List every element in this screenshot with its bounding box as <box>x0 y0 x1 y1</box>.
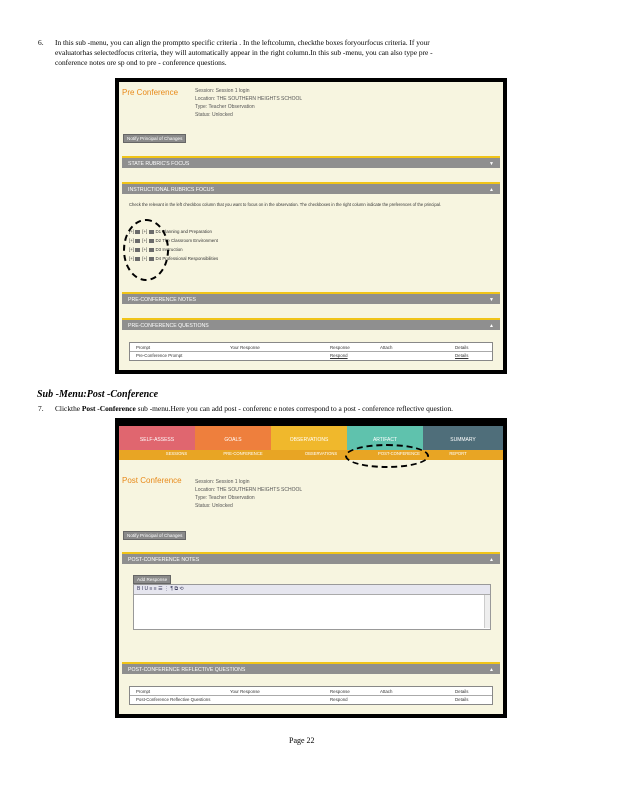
subtab-report[interactable]: REPORT <box>449 451 467 456</box>
table-row <box>130 352 492 359</box>
step7-lead: Clickthe <box>55 404 81 413</box>
meta-status: Status: Unlocked <box>195 112 233 118</box>
meta-type: Type: Teacher Observation <box>195 495 255 501</box>
editor-scrollbar[interactable] <box>484 595 490 628</box>
notes-editor[interactable] <box>133 584 491 630</box>
respond-link[interactable]: Respond <box>330 353 348 358</box>
chevron-down-icon: ▼ <box>489 297 494 303</box>
tab-self-assess[interactable]: SELF-ASSESS <box>119 426 195 450</box>
col-details: Details <box>455 345 469 350</box>
expand-icon[interactable]: [+] <box>142 229 148 234</box>
expand-icon[interactable]: [+] <box>142 256 148 261</box>
pre-questions-label: PRE-CONFERENCE QUESTIONS <box>128 323 209 329</box>
notify-principal-button[interactable]: Notify Principal of Changes <box>123 134 186 143</box>
chevron-up-icon: ▲ <box>489 187 494 193</box>
criteria-label: D4 Professional Responsibilities <box>155 256 219 261</box>
post-conference-title: Post Conference <box>122 476 182 485</box>
step6-line1: In this sub -menu, you can align the promptto specific criteria . In the leftcolumn, checkthe boxes foryourfocus criteria. If your <box>55 38 430 47</box>
subtab-sessions[interactable]: SESSIONS <box>165 451 188 456</box>
expand-icon[interactable]: [+] <box>142 247 148 252</box>
reflective-questions-table <box>129 686 493 705</box>
pre-conference-screenshot <box>115 78 507 374</box>
state-rubric-label: STATE RUBRIC'S FOCUS <box>128 161 190 167</box>
respond-link[interactable]: Respond <box>330 697 348 702</box>
rubric-instructions: Check the relevant in the left checkbox column that you want to focus on in the observation. The checkboxes in the right column indicate the preferences of the principal. <box>129 202 442 207</box>
post-notes-label: POST-CONFERENCE NOTES <box>128 557 200 563</box>
page-number: Page 22 <box>289 736 315 745</box>
row-prompt: Pre-Conference Prompt <box>136 353 183 358</box>
add-response-button[interactable]: Add Response <box>133 575 171 584</box>
criteria-label: D1 Planning and Preparation <box>155 229 212 234</box>
pre-conference-questions-header[interactable] <box>122 318 500 330</box>
chevron-down-icon: ▼ <box>489 161 494 167</box>
subtab-post-conference[interactable]: POST-CONFERENCE <box>378 451 420 456</box>
step7-bold: Post -Conference <box>81 404 136 413</box>
editor-toolbar[interactable]: B I U ≡ ≡ ☰ ⋮ ¶ ⧉ ⟲ <box>134 585 490 595</box>
step6-number: 6. <box>38 38 44 47</box>
pre-conference-title: Pre Conference <box>122 88 179 97</box>
step7-number: 7. <box>38 404 44 413</box>
table-header-row <box>130 688 492 696</box>
expand-icon[interactable]: [+] <box>129 256 135 261</box>
col-attach: Attach <box>380 689 393 694</box>
pre-questions-table <box>129 342 493 361</box>
meta-location: Location: THE SOUTHERN HEIGHTS SCHOOL <box>195 487 303 493</box>
notify-principal-button[interactable]: Notify Principal of Changes <box>123 531 186 540</box>
subheading: Sub -Menu:Post -Conference <box>37 389 159 400</box>
table-header-row <box>130 344 492 352</box>
col-prompt: Prompt <box>136 345 151 350</box>
post-conference-reflective-header[interactable] <box>122 662 500 674</box>
expand-icon[interactable]: [+] <box>129 238 135 243</box>
col-details: Details <box>455 689 469 694</box>
criteria-label: D3 Instruction <box>155 247 183 252</box>
post-conference-screenshot <box>115 418 507 718</box>
pre-conference-notes-header[interactable] <box>122 292 500 304</box>
table-row <box>130 696 492 703</box>
step7-rest: sub -menu.Here you can add post - conferenc e notes correspond to a post - conference reflective question. <box>137 404 454 413</box>
tab-artifact[interactable]: ARTIFACT <box>347 426 423 450</box>
row-prompt: Post-Conference Reflective Questions <box>136 697 211 702</box>
highlight-circle <box>123 219 169 281</box>
meta-session: Session: Session 1 login <box>195 88 250 94</box>
meta-session: Session: Session 1 login <box>195 479 250 485</box>
criteria-label: D2 The Classroom Environment <box>155 238 218 243</box>
session-meta <box>195 478 302 510</box>
chevron-up-icon: ▲ <box>489 667 494 673</box>
step6-line3: conference notes ore sp ond to pre - conference questions. <box>55 58 227 67</box>
expand-icon[interactable]: [+] <box>142 238 148 243</box>
pre-notes-label: PRE-CONFERENCE NOTES <box>128 297 197 303</box>
col-your-response: Your Response <box>230 689 260 694</box>
col-response: Response <box>330 345 350 350</box>
col-your-response: Your Response <box>230 345 260 350</box>
col-response: Response <box>330 689 350 694</box>
reflective-label: POST-CONFERENCE REFLECTIVE QUESTIONS <box>128 667 246 673</box>
session-meta <box>195 87 302 119</box>
details-link[interactable]: Details <box>455 353 469 358</box>
meta-type: Type: Teacher Observation <box>195 104 255 110</box>
tab-goals[interactable]: GOALS <box>195 426 271 450</box>
post-conference-notes-header[interactable] <box>122 552 500 564</box>
meta-status: Status: Unlocked <box>195 503 233 509</box>
details-link[interactable]: Details <box>455 697 469 702</box>
col-prompt: Prompt <box>136 689 151 694</box>
highlight-oval <box>345 444 429 468</box>
subtab-pre-conference[interactable]: PRE-CONFERENCE <box>223 451 263 456</box>
step7-text <box>55 404 453 414</box>
chevron-up-icon: ▲ <box>489 557 494 563</box>
meta-location: Location: THE SOUTHERN HEIGHTS SCHOOL <box>195 96 303 102</box>
subtab-observations[interactable]: OBSERVATIONS <box>304 451 338 456</box>
instructional-label: INSTRUCTIONAL RUBRICS FOCUS <box>128 187 214 193</box>
state-rubric-focus-header[interactable] <box>122 156 500 168</box>
step6-line2: evaluatorhas selectedfocus criteria, they will automatically appear in the right column.In this sub -menu, you can also type pre - <box>55 48 433 57</box>
tab-summary[interactable]: SUMMARY <box>423 426 503 450</box>
col-attach: Attach <box>380 345 393 350</box>
chevron-up-icon: ▲ <box>489 323 494 329</box>
expand-icon[interactable]: [+] <box>129 229 135 234</box>
expand-icon[interactable]: [+] <box>129 247 135 252</box>
instructional-rubrics-header[interactable] <box>122 182 500 194</box>
tab-observations[interactable]: OBSERVATIONS <box>271 426 347 450</box>
